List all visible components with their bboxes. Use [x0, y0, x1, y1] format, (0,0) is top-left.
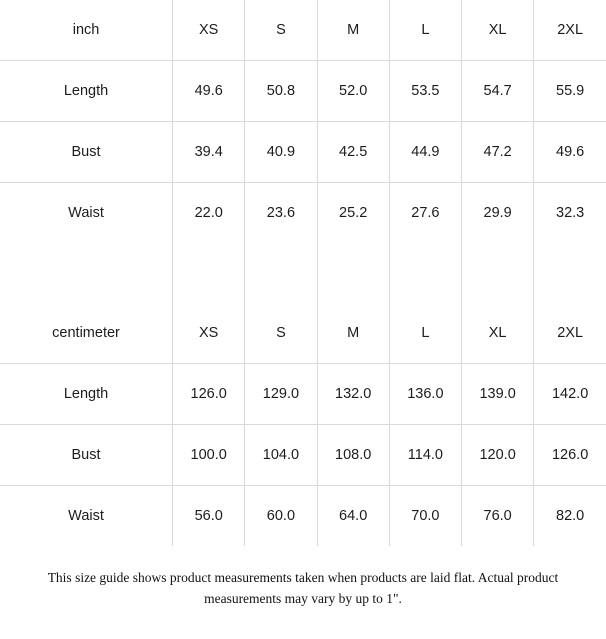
row-label-waist: Waist	[0, 486, 173, 547]
cell-bust-l: 114.0	[389, 425, 461, 486]
cell-waist-xl: 76.0	[462, 486, 534, 547]
table-row	[0, 486, 606, 547]
cell-waist-m: 25.2	[317, 183, 389, 244]
cell-bust-xs: 100.0	[173, 425, 245, 486]
cell-bust-s: 104.0	[245, 425, 317, 486]
cell-length-xl: 54.7	[462, 61, 534, 122]
column-header-s: S	[245, 303, 317, 364]
cell-waist-xs: 22.0	[173, 183, 245, 244]
spacer-cell	[173, 243, 245, 303]
cell-waist-2xl: 82.0	[534, 486, 606, 547]
row-label-bust: Bust	[0, 122, 173, 183]
table-header-row	[0, 0, 606, 61]
cell-waist-l: 70.0	[389, 486, 461, 547]
cell-waist-s: 60.0	[245, 486, 317, 547]
cell-bust-m: 108.0	[317, 425, 389, 486]
spacer-cell	[462, 243, 534, 303]
cell-bust-m: 42.5	[317, 122, 389, 183]
cell-length-s: 50.8	[245, 61, 317, 122]
cell-length-xs: 126.0	[173, 364, 245, 425]
row-label-bust: Bust	[0, 425, 173, 486]
table-row	[0, 183, 606, 244]
table-gap-divider	[0, 243, 606, 303]
cell-waist-xl: 29.9	[462, 183, 534, 244]
cell-length-2xl: 142.0	[534, 364, 606, 425]
column-header-m: M	[317, 0, 389, 61]
spacer-grid	[0, 243, 606, 303]
cell-length-m: 132.0	[317, 364, 389, 425]
cell-length-xl: 139.0	[462, 364, 534, 425]
cell-bust-l: 44.9	[389, 122, 461, 183]
row-label-length: Length	[0, 61, 173, 122]
column-header-xl: XL	[462, 303, 534, 364]
column-header-xl: XL	[462, 0, 534, 61]
table-header-row	[0, 303, 606, 364]
cell-bust-xs: 39.4	[173, 122, 245, 183]
column-header-m: M	[317, 303, 389, 364]
cell-length-m: 52.0	[317, 61, 389, 122]
cell-length-2xl: 55.9	[534, 61, 606, 122]
column-header-l: L	[389, 303, 461, 364]
cell-waist-2xl: 32.3	[534, 183, 606, 244]
table-row	[0, 122, 606, 183]
size-table-inch	[0, 0, 606, 243]
spacer-cell	[534, 243, 606, 303]
spacer-cell	[0, 243, 173, 303]
row-label-length: Length	[0, 364, 173, 425]
size-table-centimeter	[0, 303, 606, 546]
spacer-row	[0, 243, 606, 303]
cell-length-l: 136.0	[389, 364, 461, 425]
column-header-2xl: 2XL	[534, 0, 606, 61]
cell-length-xs: 49.6	[173, 61, 245, 122]
cell-waist-xs: 56.0	[173, 486, 245, 547]
unit-label-inch: inch	[0, 0, 173, 61]
table-row	[0, 425, 606, 486]
row-label-waist: Waist	[0, 183, 173, 244]
cell-bust-2xl: 126.0	[534, 425, 606, 486]
cell-waist-m: 64.0	[317, 486, 389, 547]
column-header-l: L	[389, 0, 461, 61]
spacer-cell	[245, 243, 317, 303]
column-header-xs: XS	[173, 0, 245, 61]
cell-bust-s: 40.9	[245, 122, 317, 183]
unit-label-centimeter: centimeter	[0, 303, 173, 364]
spacer-cell	[317, 243, 389, 303]
cell-bust-2xl: 49.6	[534, 122, 606, 183]
cell-length-s: 129.0	[245, 364, 317, 425]
size-guide-footnote: This size guide shows product measurements taken when products are laid flat. Actual product measurements may vary by up to 1".	[47, 570, 559, 606]
cell-waist-s: 23.6	[245, 183, 317, 244]
column-header-2xl: 2XL	[534, 303, 606, 364]
table-row	[0, 364, 606, 425]
cell-waist-l: 27.6	[389, 183, 461, 244]
column-header-xs: XS	[173, 303, 245, 364]
table-row	[0, 61, 606, 122]
cell-bust-xl: 47.2	[462, 122, 534, 183]
column-header-s: S	[245, 0, 317, 61]
spacer-cell	[389, 243, 461, 303]
cell-bust-xl: 120.0	[462, 425, 534, 486]
cell-length-l: 53.5	[389, 61, 461, 122]
